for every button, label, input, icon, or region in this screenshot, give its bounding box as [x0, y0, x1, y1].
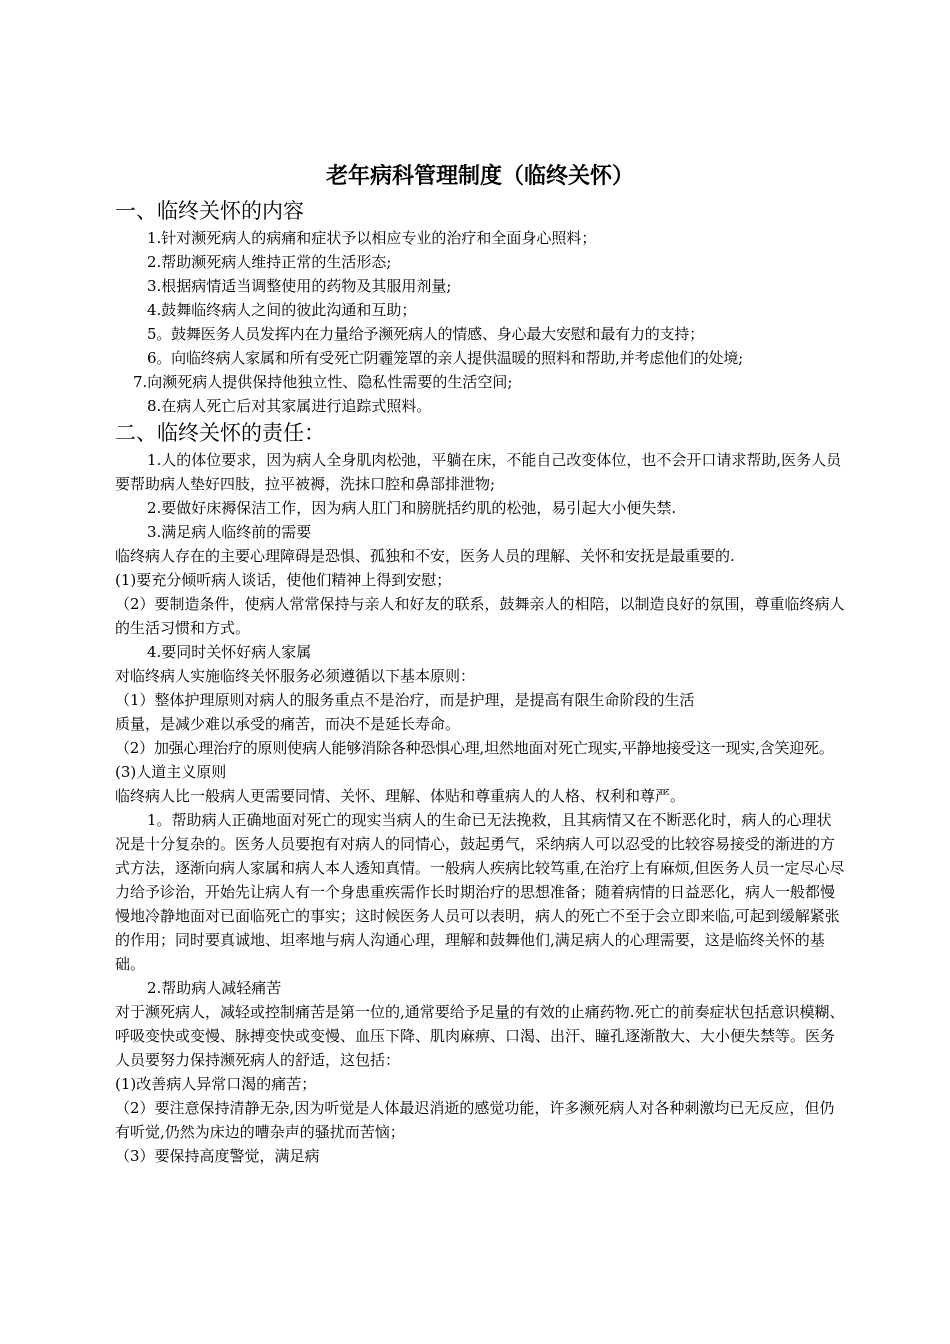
section-heading-responsibility: 二、临终关怀的责任：: [115, 421, 325, 445]
paragraph: (3)人道主义原则: [115, 763, 227, 781]
paragraph: 临终病人存在的主要心理障碍是恐惧、孤独和不安，医务人员的理解、关怀和安抚是最重要的.: [115, 547, 735, 565]
paragraph: （2）要注意保持清静无杂,因为听觉是人体最迟消逝的感觉功能，许多濒死病人对各种刺激均已无反应，但仍有听觉,仍然为床边的嘈杂声的骚扰而苦恼；: [115, 1099, 835, 1141]
paragraph: 质量，是减少难以承受的痛苦，而决不是延长寿命。: [115, 715, 461, 733]
list-item: 8.在病人死亡后对其家属进行追踪式照料。: [147, 397, 432, 415]
paragraph: （3）要保持高度警觉，满足病: [115, 1147, 320, 1165]
list-item: 2.帮助濒死病人维持正常的生活形态;: [147, 253, 392, 271]
paragraph: 1。帮助病人正确地面对死亡的现实当病人的生命已无法挽救，且其病情又在不断恶化时，病人的心理状况是十分复杂的。医务人员要抱有对病人的同情心，鼓起勇气，采纳病人可以忍受的比较容易接受的渐进的方式方法，逐渐向病人家属和病人本人透知真情。一般病人疾病比较笃重,在治疗上有麻烦,但医务人员一定尽心尽力给予诊治，开始先让病人有一个身患重疾需作长时期治疗的思想准备；随着病情的日益恶化，病人一般都慢慢地冷静地面对已面临死亡的事实；这时候医务人员可以表明，病人的死亡不至于会立即来临,可起到缓解紧张的作用；同时要真诚地、坦率地与病人沟通心理，理解和鼓舞他们,满足病人的心理需要，这是临终关怀的基础。: [115, 811, 845, 973]
paragraph: 临终病人比一般病人更需要同情、关怀、理解、体贴和尊重病人的人格、权利和尊严。: [115, 787, 686, 805]
document-body: [115, 160, 845, 1168]
paragraph: (1)改善病人异常口渴的痛苦；: [115, 1075, 317, 1093]
paragraph: 对临终病人实施临终关怀服务必须遵循以下基本原则：: [115, 667, 476, 685]
paragraph: 1.人的体位要求，因为病人全身肌肉松弛，平躺在床，不能自己改变体位，也不会开口请求帮助,医务人员要帮助病人垫好四肢，拉平被褥，洗抹口腔和鼻部排泄物;: [115, 451, 842, 493]
list-item: 4.鼓舞临终病人之间的彼此沟通和互助；: [147, 301, 417, 319]
section-heading-content: 一、临终关怀的内容: [115, 199, 304, 223]
paragraph: 2.帮助病人减轻痛苦: [147, 979, 282, 997]
paragraph: (1)要充分倾听病人谈话，使他们精神上得到安慰；: [115, 571, 452, 589]
document-title: 老年病科管理制度（临终关怀）: [325, 164, 634, 189]
paragraph: 3.满足病人临终前的需要: [147, 523, 312, 541]
list-item: 7.向濒死病人提供保持他独立性、隐私性需要的生活空间;: [133, 373, 513, 391]
paragraph: 4.要同时关怀好病人家属: [147, 643, 312, 661]
list-item: 3.根据病情适当调整使用的药物及其服用剂量;: [147, 277, 452, 295]
paragraph: 2.要做好床褥保洁工作，因为病人肛门和膀胱括约肌的松弛，易引起大小便失禁.: [147, 499, 677, 517]
list-item: 1.针对濒死病人的病痛和症状予以相应专业的治疗和全面身心照料；: [147, 229, 597, 247]
paragraph: （1）整体护理原则对病人的服务重点不是治疗，而是护理，是提高有限生命阶段的生活: [115, 691, 695, 709]
list-item: 5。鼓舞医务人员发挥内在力量给予濒死病人的情感、身心最大安慰和最有力的支持；: [147, 325, 704, 343]
paragraph: 对于濒死病人，减轻或控制痛苦是第一位的,通常要给予足量的有效的止痛药物.死亡的前奏症状包括意识模糊、呼吸变快或变慢、脉搏变快或变慢、血压下降、肌肉麻痹、口渴、出汗、瞳孔逐渐散大、大小便失禁等。医务人员要努力保持濒死病人的舒适，这包括：: [115, 1003, 845, 1069]
list-item: 6。向临终病人家属和所有受死亡阴霾笼罩的亲人提供温暖的照料和帮助,并考虑他们的处境;: [147, 349, 743, 367]
paragraph: （2）要制造条件，使病人常常保持与亲人和好友的联系，鼓舞亲人的相陪，以制造良好的氛围，尊重临终病人的生活习惯和方式。: [115, 595, 845, 637]
paragraph: （2）加强心理治疗的原则使病人能够消除各种恐惧心理,坦然地面对死亡现实,平静地接受这一现实,含笑迎死。: [115, 739, 834, 757]
